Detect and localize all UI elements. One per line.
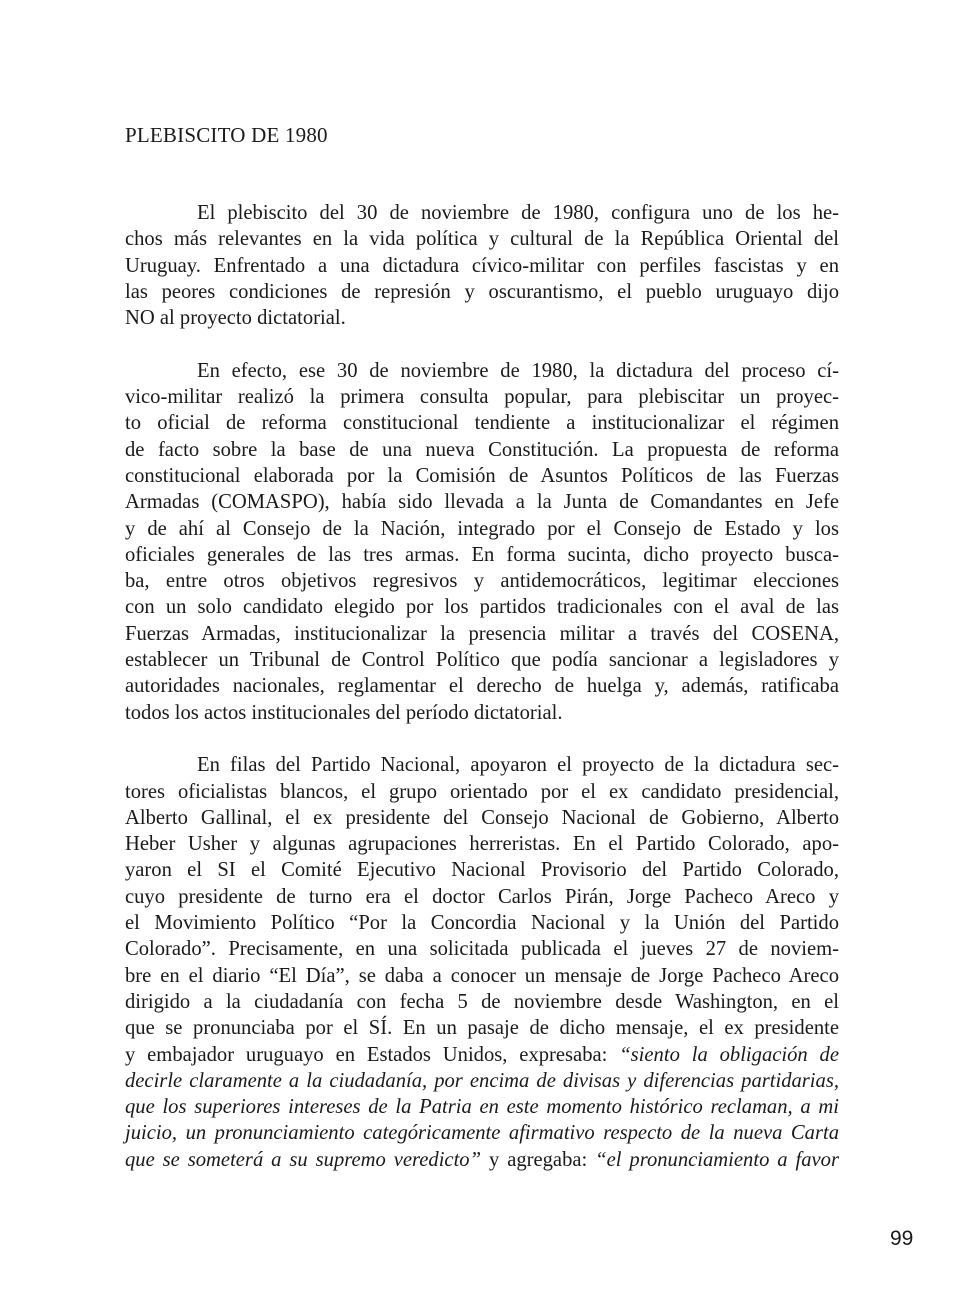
- paragraph-3-line: Alberto Gallinal, el ex presidente del Consejo Nacional de Gobierno, Alberto: [125, 806, 839, 829]
- paragraph-2-line: vico-militar realizó la primera consulta popular, para plebiscitar un proyec-: [125, 386, 839, 409]
- paragraph-3-line: el Movimiento Político “Por la Concordia Nacional y la Unión del Partido: [125, 912, 839, 935]
- paragraph-1-line: las peores condiciones de represión y oscurantismo, el pueblo uruguayo dijo: [125, 280, 839, 303]
- paragraph-3-line: bre en el diario “El Día”, se daba a conocer un mensaje de Jorge Pacheco Areco: [125, 964, 839, 987]
- paragraph-2-line: todos los actos institucionales del período dictatorial.: [125, 701, 563, 724]
- section-heading: PLEBISCITO DE 1980: [125, 123, 328, 147]
- paragraph-2-line: Armadas (COMASPO), había sido llevada a la Junta de Comandantes en Jefe: [125, 491, 839, 514]
- page-number: 99: [890, 1227, 914, 1250]
- paragraph-2-line: En efecto, ese 30 de noviembre de 1980, la dictadura del proceso cí-: [197, 359, 839, 382]
- paragraph-2-line: establecer un Tribunal de Control Político que podía sancionar a legisladores y: [125, 649, 839, 672]
- paragraph-3-line: dirigido a la ciudadanía con fecha 5 de noviembre desde Washington, en el: [125, 990, 839, 1013]
- quotation-line: juicio, un pronunciamiento categóricamente afirmativo respecto de la nueva Carta: [125, 1122, 839, 1145]
- paragraph-2-line: Fuerzas Armadas, institucionalizar la presencia militar a través del COSENA,: [125, 622, 839, 645]
- paragraph-gap: [125, 726, 839, 752]
- paragraph-3-line: tores oficialistas blancos, el grupo orientado por el ex candidato presidencial,: [125, 780, 839, 803]
- paragraph-1-line: El plebiscito del 30 de noviembre de 1980, configura uno de los he-: [197, 202, 839, 224]
- paragraph-3-line: [125, 1147, 839, 1173]
- paragraph-1-line: Uruguay. Enfrentado a una dictadura cívico-militar con perfiles fascistas y en: [125, 254, 839, 277]
- plain-text: y embajador uruguayo en Estados Unidos, expresaba:: [125, 1043, 620, 1066]
- quotation-text: “el pronunciamiento a favor: [595, 1148, 839, 1171]
- paragraph-2-line: oficiales generales de las tres armas. En forma sucinta, dicho proyecto busca-: [125, 543, 839, 566]
- paragraph-3-line: cuyo presidente de turno era el doctor Carlos Pirán, Jorge Pacheco Areco y: [125, 885, 839, 908]
- paragraph-3-line: que se pronunciaba por el SÍ. En un pasaje de dicho mensaje, el ex presidente: [125, 1017, 839, 1040]
- paragraph-2-line: constitucional elaborada por la Comisión de Asuntos Políticos de las Fuerzas: [125, 464, 839, 487]
- plain-text: y agregaba:: [481, 1148, 596, 1171]
- quotation-text: que se someterá a su supremo veredicto”: [125, 1148, 482, 1171]
- paragraph-2-line: de facto sobre la base de una nueva Constitución. La propuesta de reforma: [125, 438, 839, 461]
- paragraph-2-line: y de ahí al Consejo de la Nación, integrado por el Consejo de Estado y los: [125, 517, 839, 540]
- paragraph-3-line: Colorado”. Precisamente, en una solicitada publicada el jueves 27 de noviem-: [125, 938, 839, 961]
- paragraph-3-line: [125, 1042, 839, 1068]
- paragraph-2-line: autoridades nacionales, reglamentar el derecho de huelga y, además, ratificaba: [125, 675, 839, 698]
- paragraph-2-line: to oficial de reforma constitucional tendiente a institucionalizar el régimen: [125, 412, 839, 435]
- paragraph-gap: [125, 331, 839, 357]
- quotation-line: que los superiores intereses de la Patria en este momento histórico reclaman, a mi: [125, 1096, 839, 1119]
- quotation-text: “siento la obligación de: [619, 1043, 839, 1066]
- paragraph-2-line: ba, entre otros objetivos regresivos y antidemocráticos, legitimar elecciones: [125, 570, 839, 593]
- body-text: [125, 200, 839, 1173]
- paragraph-2-line: con un solo candidato elegido por los partidos tradicionales con el aval de las: [125, 596, 839, 619]
- paragraph-3-line: En filas del Partido Nacional, apoyaron el proyecto de la dictadura sec-: [197, 754, 839, 777]
- paragraph-3-line: yaron el SI el Comité Ejecutivo Nacional Provisorio del Partido Colorado,: [125, 859, 839, 882]
- paragraph-3-line: Heber Usher y algunas agrupaciones herreristas. En el Partido Colorado, apo-: [125, 833, 839, 856]
- quotation-line: decirle claramente a la ciudadanía, por encima de divisas y diferencias partidarias,: [125, 1069, 839, 1092]
- paragraph-1-line: NO al proyecto dictatorial.: [125, 307, 346, 330]
- paragraph-1-line: chos más relevantes en la vida política y cultural de la República Oriental del: [125, 228, 839, 251]
